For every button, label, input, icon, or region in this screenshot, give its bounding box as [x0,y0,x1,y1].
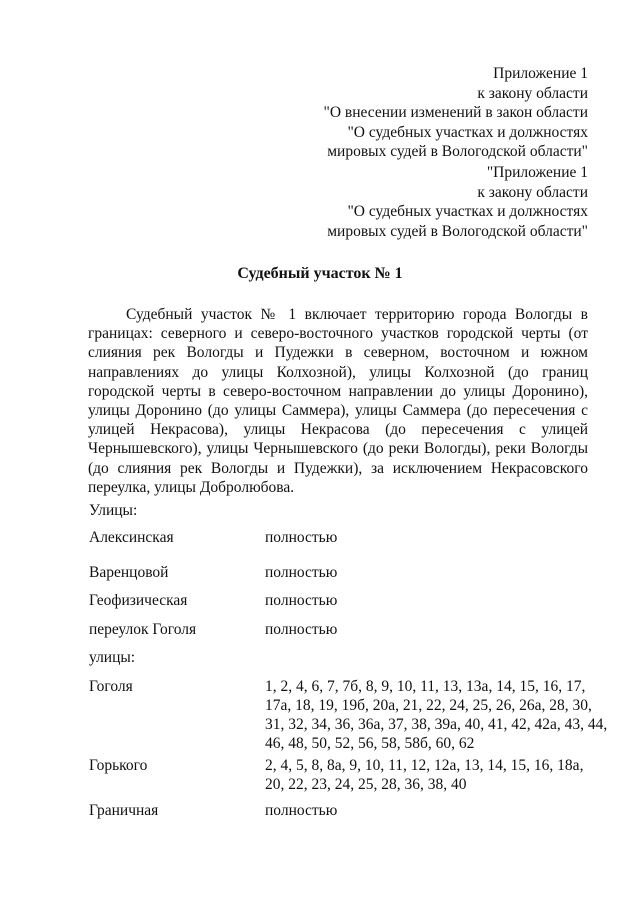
street-name: Геофизическая [89,592,188,609]
street-houses-line: полностью [265,802,338,819]
street-houses-line: полностью [265,621,338,638]
street-name: переулок Гоголя [89,621,197,638]
street-houses-line: полностью [265,529,338,546]
street-houses [265,677,633,753]
appendix-1-line: Приложение 1 [493,65,588,82]
street-houses-line: 20, 22, 23, 24, 25, 28, 36, 38, 40 [265,776,467,793]
street-name: Варенцовой [89,564,169,581]
streets-label: улицы: [89,649,136,666]
street-name: Граничная [89,802,159,819]
street-houses [265,756,633,794]
appendix-2-line: "Приложение 1 [486,164,588,181]
street-houses-line: полностью [265,564,338,581]
appendix-1-line: к закону области [477,84,588,102]
streets-label: Улицы: [89,502,138,519]
street-houses [265,528,633,547]
street-houses-line: 2, 4, 5, 8, 8а, 9, 10, 11, 12, 12а, 13, 14, 15, 16, 18а, [265,757,584,774]
appendix-2-line: "О судебных участках и должностях [347,203,588,220]
street-houses-line: полностью [265,592,338,609]
appendix-2-line: мировых судей в Вологодской области" [327,222,588,240]
appendix-1-line: "О судебных участках и должностях [347,123,588,141]
street-name: Гоголя [89,678,133,695]
street-houses-line: 17а, 18, 19, 19б, 20а, 21, 22, 24, 25, 26, 26а, 28, 30, [265,697,592,714]
street-name: Алексинская [89,529,174,546]
section-heading: Судебный участок № 1 [237,265,403,282]
street-houses-line: 31, 32, 34, 36, 36а, 37, 38, 39а, 40, 41, 42, 42а, 43, 44, [265,716,608,733]
street-houses-line: 46, 48, 50, 52, 56, 58, 58б, 60, 62 [265,735,475,752]
district-description: Судебный участок № 1 включает территорию города Вологды в границах: северного и северо-восточного участков городской черты (от слияния рек Вологды и Пудежки в северном, восточном и южном направлениях до улицы Колхозной), улицы Колхозной (до границ городской черты в северо-восточном направлении до улицы Доронино), улицы Доронино (до улицы Саммера), улицы Саммера (до пересечения с улицей Некрасова), улицы Некрасова (до пересечения с улицей Чернышевского), улицы Чернышевского (до реки Вологды), реки Вологды (до слияния рек Вологды и Пудежки), за исключением Некрасовского переулка, улицы Добролюбова. [88,306,588,496]
street-name: Горького [89,757,148,774]
appendix-note-2 [327,163,588,241]
appendix-2-line: к закону области [477,183,588,201]
street-houses-line: 1, 2, 4, 6, 7, 7б, 8, 9, 10, 11, 13, 13а, 14, 15, 16, 17, [265,678,586,695]
street-houses [265,563,633,582]
appendix-1-line: мировых судей в Вологодской области" [327,143,588,160]
street-houses [265,801,633,820]
appendix-note-1 [324,64,588,162]
street-houses [265,591,633,610]
appendix-1-line: "О внесении изменений в закон области [323,104,588,121]
street-houses [265,620,633,639]
